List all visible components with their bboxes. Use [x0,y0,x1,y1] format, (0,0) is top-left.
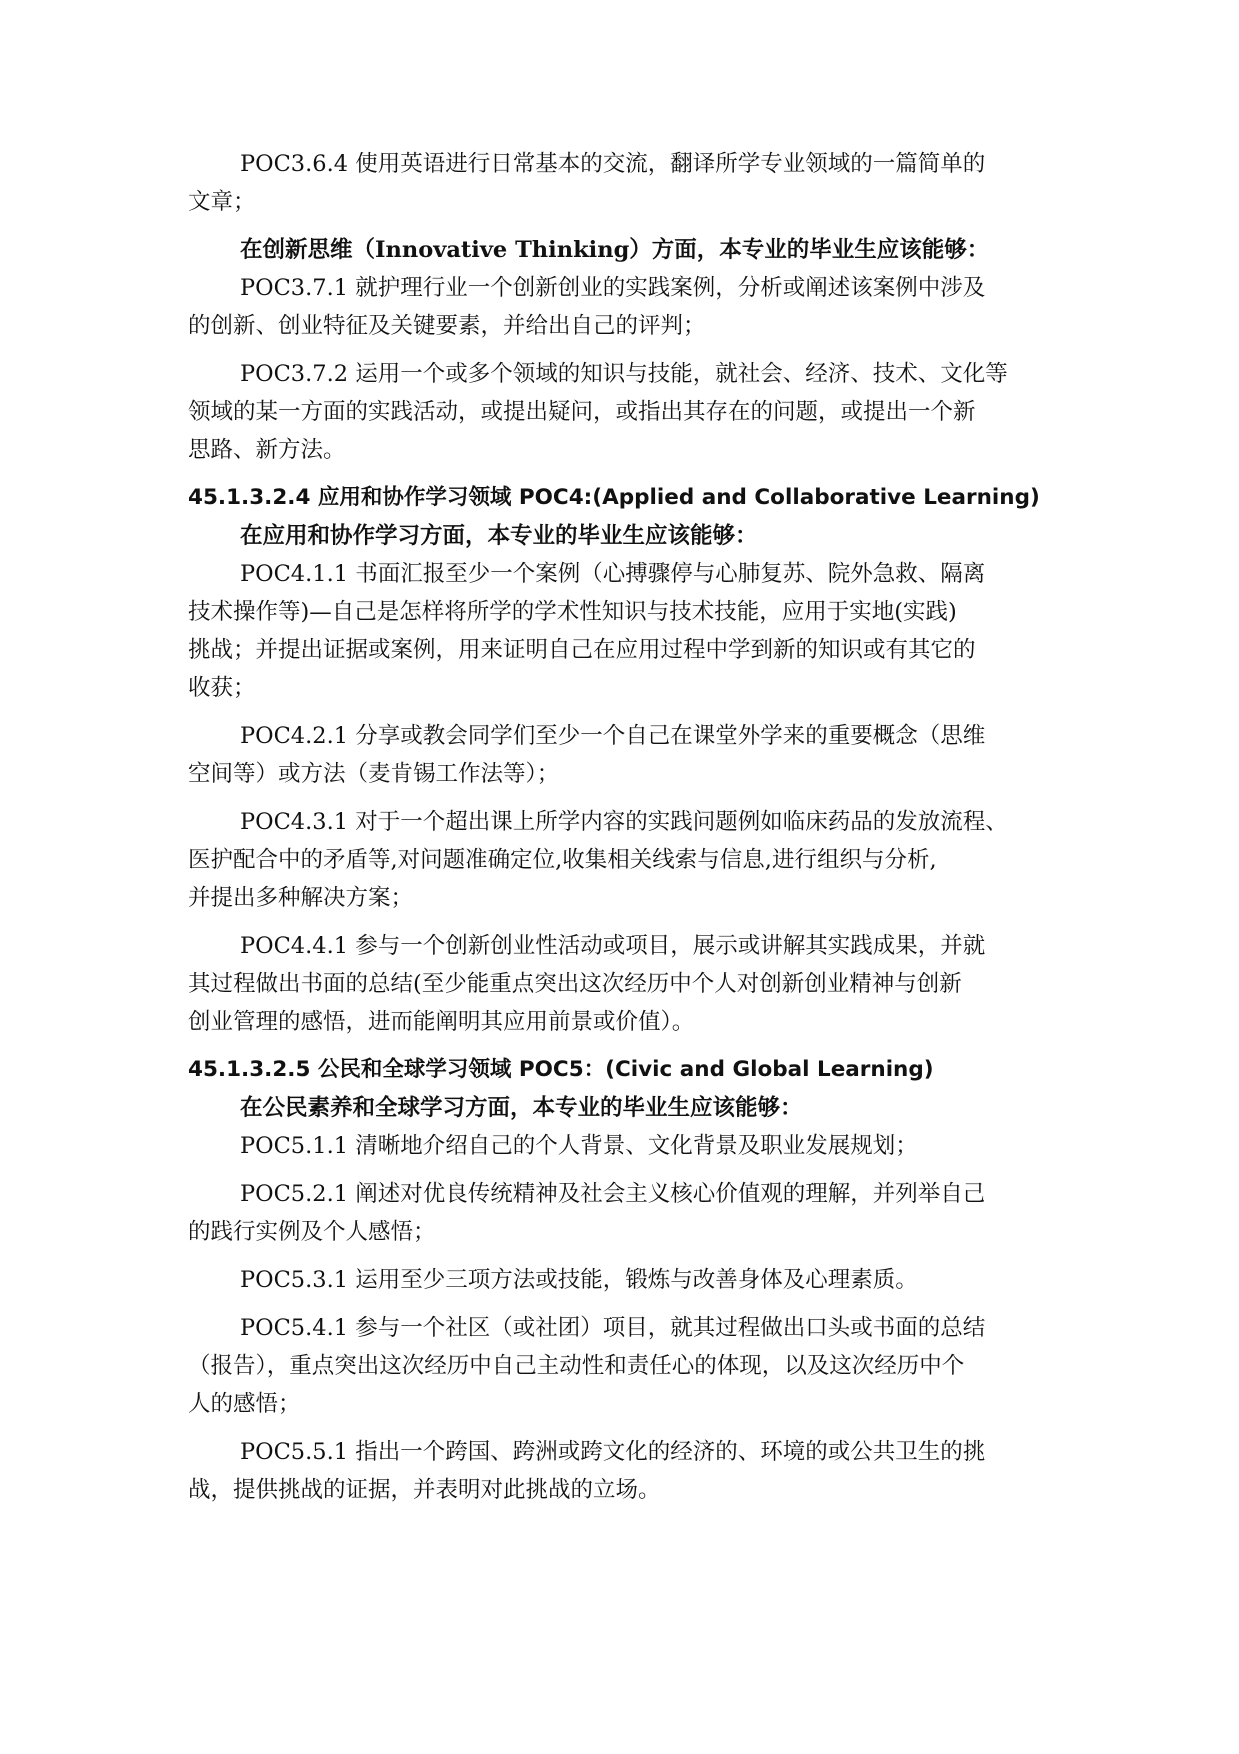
paragraph-poc5-5-1 [188,1433,1050,1509]
section-title: 45.1.3.2.5 公民和全球学习领域 POC5：(Civic and Global Learning) [188,1057,934,1082]
paragraph-line: POC4.1.1 书面汇报至少一个案例（心搏骤停与心肺复苏、院外急救、隔离 [240,561,986,587]
paragraph-poc5-2-1 [188,1175,1050,1251]
paragraph-line: 的创新、创业特征及关键要素，并给出自己的评判； [188,313,706,339]
paragraph-line: POC5.3.1 运用至少三项方法或技能，锻炼与改善身体及心理素质。 [240,1267,918,1293]
paragraph-line: POC5.2.1 阐述对优良传统精神及社会主义核心价值观的理解，并列举自己 [240,1181,986,1207]
paragraph-line: POC4.3.1 对于一个超出课上所学内容的实践问题例如临床药品的发放流程、 [240,809,1008,835]
paragraph-line: （报告），重点突出这次经历中自己主动性和责任心的体现，以及这次经历中个 [188,1353,965,1379]
section-4-heading [188,479,1050,555]
paragraph-line: POC3.7.1 就护理行业一个创新创业的实践案例，分析或阐述该案例中涉及 [240,275,986,301]
paragraph-line: 医护配合中的矛盾等,对问题准确定位,收集相关线索与信息,进行组织与分析, [188,847,937,873]
paragraph-poc3-7-1 [188,269,1050,345]
document-body [188,145,1050,1509]
paragraph-poc5-4-1 [188,1309,1050,1423]
paragraph-line: 创业管理的感悟，进而能阐明其应用前景或价值）。 [188,1009,695,1035]
paragraph-poc4-3-1 [188,803,1050,917]
section-lead: 在应用和协作学习方面，本专业的毕业生应该能够： [240,523,758,549]
section-lead: 在公民素养和全球学习方面，本专业的毕业生应该能够： [240,1095,803,1121]
paragraph-line: POC3.7.2 运用一个或多个领域的知识与技能，就社会、经济、技术、文化等 [240,361,1008,387]
paragraph-line: POC5.1.1 清晰地介绍自己的个人背景、文化背景及职业发展规划； [240,1133,918,1159]
paragraph-line: 的践行实例及个人感悟； [188,1219,436,1245]
paragraph-line: 空间等）或方法（麦肯锡工作法等）； [188,761,560,787]
paragraph-line: 文章； [188,189,256,215]
section-5-heading [188,1051,1050,1127]
paragraph-line: POC5.5.1 指出一个跨国、跨洲或跨文化的经济的、环境的或公共卫生的挑 [240,1439,986,1465]
paragraph-line: POC4.2.1 分享或教会同学们至少一个自己在课堂外学来的重要概念（思维 [240,723,986,749]
paragraph-poc5-3-1 [188,1261,1050,1299]
paragraph-line: 其过程做出书面的总结(至少能重点突出这次经历中个人对创新创业精神与创新 [188,971,962,997]
paragraph-line: POC5.4.1 参与一个社区（或社团）项目，就其过程做出口头或书面的总结 [240,1315,986,1341]
paragraph-line: 思路、新方法。 [188,437,346,463]
paragraph-line: 技术操作等)—自己是怎样将所学的学术性知识与技术技能，应用于实地(实践) [188,599,957,625]
paragraph-poc5-1-1 [188,1127,1050,1165]
paragraph-line: 人的感悟； [188,1391,301,1417]
paragraph-line: 领域的某一方面的实践活动，或提出疑问，或指出其存在的问题，或提出一个新 [188,399,976,425]
paragraph-line: 挑战；并提出证据或案例，用来证明自己在应用过程中学到新的知识或有其它的 [188,637,976,663]
paragraph-line: 战，提供挑战的证据，并表明对此挑战的立场。 [188,1477,661,1503]
paragraph-line: 收获； [188,675,256,701]
paragraph-poc4-1-1 [188,555,1050,707]
paragraph-poc3-6-4 [188,145,1050,221]
innovative-thinking-heading [188,231,1050,269]
paragraph-poc3-7-2 [188,355,1050,469]
section-title: 45.1.3.2.4 应用和协作学习领域 POC4:(Applied and Collaborative Learning) [188,485,1040,510]
paragraph-line: POC4.4.1 参与一个创新创业性活动或项目，展示或讲解其实践成果，并就 [240,933,986,959]
paragraph-poc4-4-1 [188,927,1050,1041]
paragraph-line: 并提出多种解决方案； [188,885,414,911]
subsection-lead: 在创新思维（Innovative Thinking）方面，本专业的毕业生应该能够： [240,237,990,263]
paragraph-line: POC3.6.4 使用英语进行日常基本的交流，翻译所学专业领域的一篇简单的 [240,151,986,177]
paragraph-poc4-2-1 [188,717,1050,793]
